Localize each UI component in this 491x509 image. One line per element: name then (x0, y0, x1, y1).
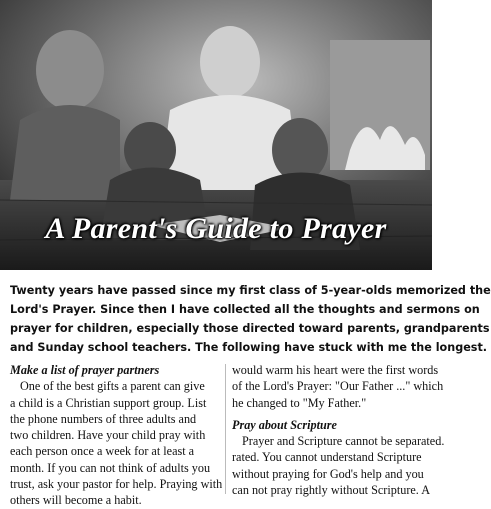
body-line: Prayer and Scripture cannot be separated. (242, 434, 445, 449)
intro-line: Lord's Prayer. Since then I have collected all the thoughts and sermons on (10, 303, 480, 316)
hero-photo (0, 0, 432, 270)
body-line: One of the best gifts a parent can give (20, 379, 205, 394)
body-line: each person once a week for at least a (10, 444, 195, 459)
body-line: two children. Have your child pray with (10, 428, 206, 443)
body-line: of the Lord's Prayer: "Our Father ..." which (232, 379, 444, 394)
column-divider (225, 364, 226, 494)
body-line: he changed to "My Father." (232, 395, 367, 410)
body-line: trust, ask your pastor for help. Praying with (10, 477, 223, 492)
intro-line: and Sunday school teachers. The following have stuck with me the longest. (10, 341, 488, 354)
section-heading-prayer-partners: Make a list of prayer partners (10, 363, 160, 377)
body-line: can not pray rightly without Scripture. A (232, 483, 431, 498)
body-line: rated. You cannot understand Scripture (232, 450, 422, 465)
body-line: month. If you can not think of adults you (10, 460, 211, 475)
section-heading-pray-about-scripture: Pray about Scripture (232, 417, 337, 432)
body-line: the phone numbers of three adults and (10, 411, 197, 426)
left-column (10, 362, 223, 509)
body-line: a child is a Christian support group. List (10, 395, 207, 410)
intro-line: prayer for children, especially those directed toward parents, grandparents (10, 322, 490, 335)
intro-line: Twenty years have passed since my first class of 5-year-olds memorized the (10, 284, 491, 297)
right-column (232, 362, 462, 498)
article-title: A Parent's Guide to Prayer (45, 212, 387, 245)
body-line: others will become a habit. (10, 493, 142, 508)
body-line: would warm his heart were the first words (232, 363, 439, 377)
intro-paragraph (10, 281, 491, 357)
body-line: without praying for God's help and you (232, 466, 424, 481)
